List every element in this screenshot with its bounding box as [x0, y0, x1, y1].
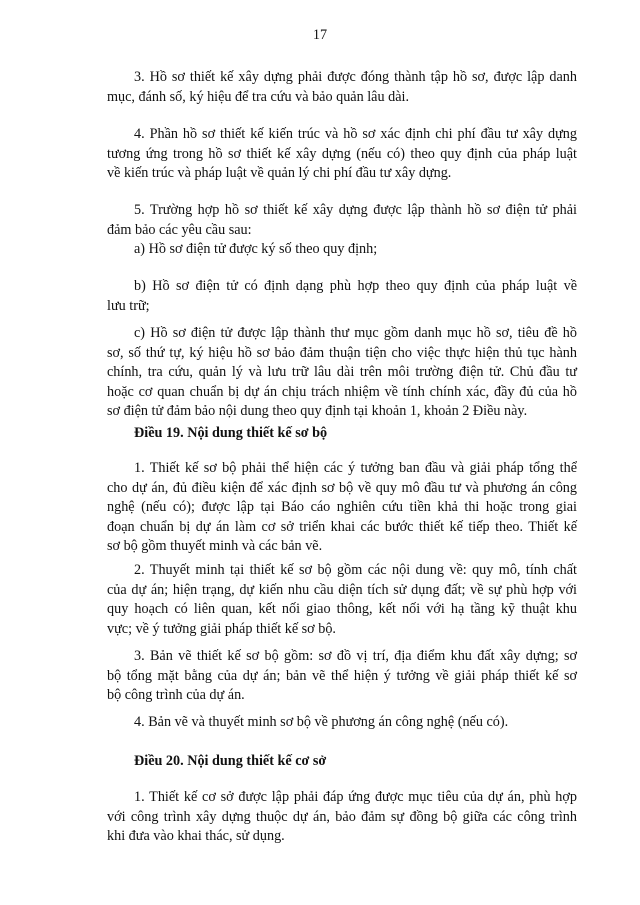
text-line: chính, tra cứu, quản lý và lưu trữ lâu dài trên môi trường điện tử. Chủ đầu tư	[107, 364, 577, 381]
text-line: mục, đánh số, ký hiệu để tra cứu và bảo quản lâu dài.	[107, 88, 409, 105]
text-line: 1. Thiết kế cơ sở được lập phải đáp ứng được mục tiêu của dự án, phù hợp	[134, 789, 577, 805]
clause-4-paragraph	[107, 125, 577, 184]
article-20-clause-1-paragraph	[107, 788, 577, 847]
text-line: 5. Trường hợp hồ sơ thiết kế xây dựng được lập thành hồ sơ điện tử phải	[134, 202, 577, 218]
text-line: a) Hồ sơ điện tử được ký số theo quy định;	[134, 241, 378, 257]
article-20-heading: Điều 20. Nội dung thiết kế cơ sở	[134, 753, 327, 769]
text-line: đoạn chuẩn bị dự án làm cơ sở triển khai các bước thiết kế tiếp theo. Thiết kế	[107, 518, 577, 535]
clause-5a-paragraph	[107, 240, 577, 260]
text-line: bộ tổng mặt bằng của dự án; bản vẽ thể hiện ý tưởng về giải pháp thiết kế sơ	[107, 667, 577, 684]
text-line: nghệ (nếu có); được lập tại Báo cáo nghiên cứu tiền khả thi hoặc trong giai	[107, 499, 577, 516]
clause-5b-paragraph	[107, 277, 577, 316]
text-line: 4. Phần hồ sơ thiết kế kiến trúc và hồ sơ xác định chi phí đầu tư xây dựng	[134, 126, 577, 142]
text-line: 4. Bản vẽ và thuyết minh sơ bộ về phương án công nghệ (nếu có).	[134, 714, 509, 730]
text-line: tương ứng trong hồ sơ thiết kế xây dựng (nếu có) theo quy định của pháp luật	[107, 145, 577, 162]
page-number: 17	[312, 27, 328, 43]
text-line: với công trình xây dựng thuộc dự án, bảo đảm sự đồng bộ giữa các công trình	[107, 808, 577, 825]
text-line: 3. Bản vẽ thiết kế sơ bộ gồm: sơ đồ vị trí, địa điểm khu đất xây dựng; sơ	[134, 648, 577, 664]
text-line: lưu trữ;	[107, 297, 150, 314]
article-19-heading: Điều 19. Nội dung thiết kế sơ bộ	[134, 425, 328, 441]
clause-5-paragraph	[107, 201, 577, 240]
text-line: b) Hồ sơ điện tử có định dạng phù hợp theo quy định của pháp luật về	[134, 278, 577, 294]
text-line: khi đưa vào khai thác, sử dụng.	[107, 828, 285, 845]
text-line: 2. Thuyết minh tại thiết kế sơ bộ gồm các nội dung về: quy mô, tính chất	[134, 562, 577, 578]
text-line: c) Hồ sơ điện tử được lập thành thư mục gồm danh mục hồ sơ, tiêu đề hồ	[134, 325, 577, 341]
text-line: sơ, số thứ tự, ký hiệu hồ sơ bảo đảm thuận tiện cho việc thực hiện thủ tục hành	[107, 344, 577, 361]
text-line: sơ bộ gồm thuyết minh và các bản vẽ.	[107, 538, 323, 555]
text-line: quy hoạch có liên quan, kết nối giao thông, kết nối với hạ tầng kỹ thuật khu	[107, 601, 577, 618]
text-line: của dự án; hiện trạng, dự kiến nhu cầu diện tích sử dụng đất; về sự phù hợp với	[107, 581, 577, 598]
text-line: 1. Thiết kế sơ bộ phải thể hiện các ý tưởng ban đầu và giải pháp tổng thể	[134, 460, 577, 476]
text-line: cho dự án, đủ điều kiện để xác định sơ bộ về quy mô đầu tư và phương án công	[107, 479, 577, 496]
text-line: hoặc cơ quan chuẩn bị dự án chịu trách nhiệm về tính chính xác, đầy đủ của hồ	[107, 383, 577, 400]
text-line: bộ công trình của dự án.	[107, 687, 245, 704]
text-line: sơ điện tử đảm bảo nội dung theo quy định tại khoản 1, khoản 2 Điều này.	[107, 403, 528, 420]
text-line: vực; về ý tưởng giải pháp thiết kế sơ bộ.	[107, 620, 336, 637]
article-19-clause-3-paragraph	[107, 647, 577, 706]
clause-5c-paragraph	[107, 324, 577, 422]
text-line: về kiến trúc và pháp luật về quản lý chi phí đầu tư xây dựng.	[107, 165, 452, 182]
clause-3-paragraph	[107, 68, 577, 107]
article-19-clause-4-paragraph	[107, 713, 577, 733]
article-19-clause-2-paragraph	[107, 561, 577, 639]
text-line: 3. Hồ sơ thiết kế xây dựng phải được đóng thành tập hồ sơ, được lập danh	[134, 69, 577, 85]
text-line: đảm bảo các yêu cầu sau:	[107, 221, 252, 238]
article-19-clause-1-paragraph	[107, 459, 577, 557]
